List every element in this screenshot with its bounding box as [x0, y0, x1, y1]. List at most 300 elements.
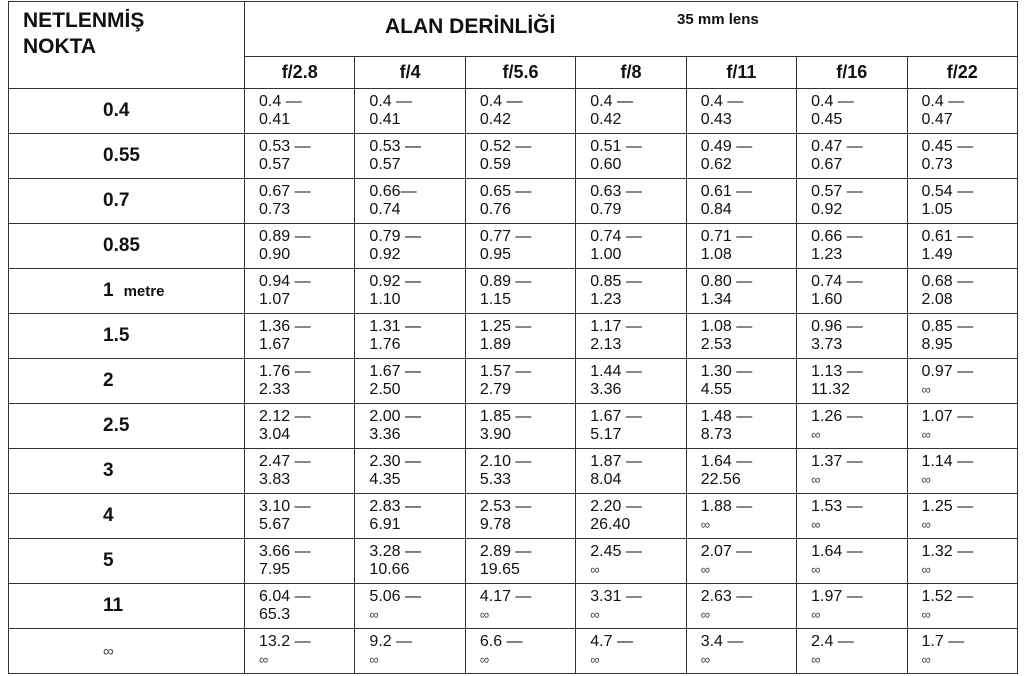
aperture-header: f/2.8: [245, 57, 355, 89]
depth-range-cell: [797, 179, 907, 224]
near-limit: 0.66 —: [811, 228, 863, 245]
near-limit: 2.12 —: [259, 408, 311, 425]
far-limit: ∞: [811, 427, 821, 442]
depth-range-cell: [797, 314, 907, 359]
far-limit: 8.95: [921, 336, 953, 353]
depth-range-cell: [465, 584, 575, 629]
near-limit: 1.48 —: [700, 408, 753, 425]
depth-range-cell: [686, 539, 796, 584]
depth-range-cell: [907, 134, 1017, 179]
far-limit: 10.66: [369, 561, 410, 578]
far-limit: 1.23: [590, 291, 622, 308]
near-limit: 0.74 —: [590, 228, 642, 245]
far-limit: 4.55: [700, 381, 732, 398]
near-limit: 3.4 —: [700, 633, 744, 650]
near-limit: 1.64 —: [811, 543, 863, 560]
aperture-header: f/22: [907, 57, 1017, 89]
far-limit: 4.35: [369, 471, 401, 488]
far-limit: 0.42: [590, 111, 622, 128]
table-row: [9, 89, 1018, 134]
far-limit: 0.90: [259, 246, 291, 263]
far-limit: 0.42: [479, 111, 511, 128]
focus-distance-value: 5: [103, 550, 114, 571]
near-limit: 0.4 —: [479, 93, 523, 110]
depth-range-cell: [797, 494, 907, 539]
near-limit: 2.53 —: [479, 498, 532, 515]
near-limit: 0.54 —: [921, 183, 974, 200]
depth-range-cell: [355, 89, 465, 134]
near-limit: 0.74 —: [811, 273, 863, 290]
near-limit: 0.63 —: [590, 183, 642, 200]
far-limit: 1.67: [259, 336, 291, 353]
depth-range-cell: [576, 179, 686, 224]
depth-range-cell: [245, 89, 355, 134]
near-limit: 3.66 —: [259, 543, 311, 560]
far-limit: 3.36: [590, 381, 622, 398]
depth-range-cell: [465, 269, 575, 314]
far-limit: 0.45: [811, 111, 843, 128]
far-limit: 1.00: [590, 246, 622, 263]
focus-distance-cell: [9, 269, 245, 314]
depth-range-cell: [907, 539, 1017, 584]
focus-distance-value: 0.4: [103, 100, 130, 121]
near-limit: 2.4 —: [811, 633, 854, 650]
depth-range-cell: [245, 629, 355, 674]
near-limit: 2.30 —: [369, 453, 422, 470]
depth-range-cell: [797, 539, 907, 584]
far-limit: 0.74: [369, 201, 401, 218]
far-limit: 0.60: [590, 156, 622, 173]
near-limit: 0.61 —: [700, 183, 753, 200]
far-limit: 5.33: [479, 471, 511, 488]
far-limit: 0.92: [369, 246, 401, 263]
depth-range-cell: [686, 224, 796, 269]
table-row: [9, 494, 1018, 539]
depth-range-cell: [245, 494, 355, 539]
near-limit: 13.2 —: [259, 633, 311, 650]
near-limit: 1.44 —: [590, 363, 642, 380]
depth-range-cell: [355, 404, 465, 449]
near-limit: 2.89 —: [479, 543, 532, 560]
depth-range-cell: [576, 449, 686, 494]
near-limit: 0.94 —: [259, 273, 311, 290]
far-limit: ∞: [700, 607, 710, 622]
depth-range-cell: [686, 314, 796, 359]
depth-range-cell: [576, 629, 686, 674]
depth-range-cell: [465, 449, 575, 494]
depth-range-cell: [245, 269, 355, 314]
depth-range-cell: [245, 359, 355, 404]
depth-range-cell: [686, 134, 796, 179]
near-limit: 1.17 —: [590, 318, 642, 335]
far-limit: 0.57: [369, 156, 401, 173]
focus-distance-value: 0.85: [103, 235, 140, 256]
depth-range-cell: [686, 179, 796, 224]
depth-range-cell: [907, 629, 1017, 674]
depth-range-cell: [576, 539, 686, 584]
far-limit: 7.95: [259, 561, 291, 578]
far-limit: ∞: [921, 382, 931, 397]
table-row: [9, 224, 1018, 269]
far-limit: 0.84: [700, 201, 732, 218]
table-row: [9, 539, 1018, 584]
far-limit: 1.49: [921, 246, 953, 263]
far-limit: 2.33: [259, 381, 291, 398]
far-limit: ∞: [700, 652, 710, 667]
near-limit: 0.80 —: [700, 273, 753, 290]
depth-range-cell: [907, 179, 1017, 224]
near-limit: 1.53 —: [811, 498, 863, 515]
depth-range-cell: [797, 89, 907, 134]
near-limit: 0.53 —: [259, 138, 311, 155]
near-limit: 6.6 —: [479, 633, 523, 650]
far-limit: 0.76: [479, 201, 511, 218]
far-limit: ∞: [811, 517, 821, 532]
far-limit: ∞: [700, 562, 710, 577]
near-limit: 0.77 —: [479, 228, 532, 245]
far-limit: 19.65: [479, 561, 520, 578]
far-limit: 2.08: [921, 291, 953, 308]
focus-distance-value: 1.5: [103, 325, 130, 346]
depth-range-cell: [686, 89, 796, 134]
depth-range-cell: [797, 269, 907, 314]
focus-distance-value: 1: [103, 280, 114, 301]
far-limit: ∞: [811, 607, 821, 622]
depth-range-cell: [907, 404, 1017, 449]
table-row: [9, 584, 1018, 629]
far-limit: ∞: [811, 652, 821, 667]
depth-range-cell: [907, 314, 1017, 359]
focus-distance-cell: [9, 224, 245, 269]
depth-range-cell: [465, 404, 575, 449]
near-limit: 1.7 —: [921, 633, 965, 650]
far-limit: 3.83: [259, 471, 291, 488]
near-limit: 0.4 —: [259, 93, 302, 110]
depth-range-cell: [907, 269, 1017, 314]
far-limit: ∞: [369, 607, 379, 622]
near-limit: 2.47 —: [259, 453, 311, 470]
depth-range-cell: [907, 449, 1017, 494]
table-row: [9, 629, 1018, 674]
near-limit: 3.31 —: [590, 588, 642, 605]
far-limit: ∞: [921, 472, 931, 487]
depth-range-cell: [355, 224, 465, 269]
far-limit: 0.59: [479, 156, 511, 173]
far-limit: 2.50: [369, 381, 401, 398]
focus-distance-value: 11: [103, 595, 124, 616]
far-limit: 0.47: [921, 111, 953, 128]
depth-range-cell: [355, 179, 465, 224]
near-limit: 1.07 —: [921, 408, 974, 425]
near-limit: 0.89 —: [259, 228, 311, 245]
near-limit: 0.96 —: [811, 318, 863, 335]
far-limit: ∞: [921, 427, 931, 442]
far-limit: 1.05: [921, 201, 953, 218]
near-limit: 0.79 —: [369, 228, 422, 245]
depth-range-cell: [797, 584, 907, 629]
far-limit: 0.57: [259, 156, 291, 173]
far-limit: 5.17: [590, 426, 622, 443]
depth-range-cell: [465, 539, 575, 584]
near-limit: 0.66—: [369, 183, 417, 200]
far-limit: 22.56: [700, 471, 741, 488]
focus-distance-value: 2: [103, 370, 114, 391]
depth-range-cell: [907, 359, 1017, 404]
depth-range-cell: [576, 404, 686, 449]
depth-range-cell: [465, 314, 575, 359]
near-limit: 0.85 —: [921, 318, 974, 335]
near-limit: 0.92 —: [369, 273, 422, 290]
near-limit: 1.67 —: [369, 363, 422, 380]
depth-range-cell: [686, 449, 796, 494]
table-row: [9, 359, 1018, 404]
depth-range-cell: [576, 359, 686, 404]
table-row: [9, 314, 1018, 359]
far-limit: ∞: [479, 652, 490, 667]
depth-range-cell: [465, 494, 575, 539]
near-limit: 0.67 —: [259, 183, 311, 200]
far-limit: ∞: [590, 562, 600, 577]
depth-range-cell: [576, 134, 686, 179]
depth-range-cell: [355, 584, 465, 629]
near-limit: 1.64 —: [700, 453, 753, 470]
near-limit: 1.97 —: [811, 588, 863, 605]
depth-range-cell: [907, 89, 1017, 134]
table-row: [9, 179, 1018, 224]
far-limit: ∞: [259, 652, 269, 667]
focus-point-header: [9, 2, 245, 89]
far-limit: 3.04: [259, 426, 291, 443]
far-limit: 0.79: [590, 201, 622, 218]
far-limit: 1.89: [479, 336, 511, 353]
near-limit: 1.26 —: [811, 408, 863, 425]
aperture-header: f/11: [686, 57, 796, 89]
depth-range-cell: [355, 539, 465, 584]
depth-range-cell: [355, 629, 465, 674]
far-limit: 0.41: [259, 111, 291, 128]
near-limit: 1.31 —: [369, 318, 422, 335]
near-limit: 2.00 —: [369, 408, 422, 425]
near-limit: 0.45 —: [921, 138, 974, 155]
near-limit: 1.37 —: [811, 453, 863, 470]
focus-distance-cell: [9, 629, 245, 674]
near-limit: 5.06 —: [369, 588, 422, 605]
depth-range-cell: [465, 224, 575, 269]
depth-range-cell: [576, 224, 686, 269]
near-limit: 1.25 —: [479, 318, 532, 335]
near-limit: 9.2 —: [369, 633, 413, 650]
depth-range-cell: [355, 269, 465, 314]
depth-range-cell: [355, 134, 465, 179]
depth-range-cell: [797, 404, 907, 449]
near-limit: 0.65 —: [479, 183, 532, 200]
table-body: [9, 89, 1018, 674]
far-limit: 2.79: [479, 381, 511, 398]
depth-range-cell: [576, 494, 686, 539]
depth-range-cell: [907, 584, 1017, 629]
near-limit: 6.04 —: [259, 588, 311, 605]
depth-range-cell: [576, 89, 686, 134]
far-limit: 9.78: [479, 516, 511, 533]
depth-range-cell: [576, 269, 686, 314]
depth-range-cell: [465, 134, 575, 179]
far-limit: 0.62: [700, 156, 732, 173]
depth-range-cell: [355, 494, 465, 539]
depth-range-cell: [355, 359, 465, 404]
far-limit: ∞: [811, 472, 821, 487]
focus-distance-cell: [9, 89, 245, 134]
depth-range-cell: [245, 404, 355, 449]
near-limit: 1.57 —: [479, 363, 532, 380]
near-limit: 1.36 —: [259, 318, 311, 335]
far-limit: 3.36: [369, 426, 401, 443]
far-limit: 8.73: [700, 426, 732, 443]
far-limit: ∞: [921, 652, 931, 667]
lens-label: 35 mm lens: [677, 11, 759, 28]
near-limit: 1.88 —: [700, 498, 753, 515]
far-limit: ∞: [590, 607, 600, 622]
focus-point-header-line2: NOKTA: [23, 35, 97, 58]
depth-range-cell: [355, 449, 465, 494]
far-limit: 1.15: [479, 291, 511, 308]
far-limit: ∞: [921, 607, 931, 622]
far-limit: 0.92: [811, 201, 843, 218]
near-limit: 1.32 —: [921, 543, 974, 560]
focus-distance-unit: metre: [123, 283, 165, 300]
aperture-header: f/16: [797, 57, 907, 89]
depth-range-cell: [907, 494, 1017, 539]
near-limit: 2.63 —: [700, 588, 753, 605]
focus-distance-cell: [9, 359, 245, 404]
far-limit: 0.73: [921, 156, 953, 173]
aperture-header: f/5.6: [465, 57, 575, 89]
depth-range-cell: [465, 89, 575, 134]
near-limit: 0.71 —: [700, 228, 753, 245]
depth-range-cell: [245, 584, 355, 629]
depth-range-cell: [686, 629, 796, 674]
depth-range-cell: [576, 314, 686, 359]
far-limit: ∞: [921, 517, 931, 532]
far-limit: 3.90: [479, 426, 511, 443]
near-limit: 0.4 —: [590, 93, 633, 110]
far-limit: 2.13: [590, 336, 622, 353]
near-limit: 1.67 —: [590, 408, 642, 425]
depth-range-cell: [355, 314, 465, 359]
focus-distance-value: 0.7: [103, 190, 130, 211]
near-limit: 0.47 —: [811, 138, 863, 155]
near-limit: 1.85 —: [479, 408, 532, 425]
depth-range-cell: [907, 224, 1017, 269]
near-limit: 4.17 —: [479, 588, 532, 605]
focus-distance-cell: [9, 539, 245, 584]
far-limit: ∞: [369, 652, 379, 667]
far-limit: ∞: [590, 652, 600, 667]
depth-range-cell: [686, 584, 796, 629]
depth-range-cell: [797, 359, 907, 404]
far-limit: 0.95: [479, 246, 511, 263]
near-limit: 3.10 —: [259, 498, 311, 515]
focus-distance-value: 2.5: [103, 415, 130, 436]
focus-distance-value: ∞: [103, 643, 114, 660]
focus-distance-cell: [9, 134, 245, 179]
depth-range-cell: [245, 539, 355, 584]
near-limit: 3.28 —: [369, 543, 422, 560]
depth-range-cell: [245, 134, 355, 179]
near-limit: 1.30 —: [700, 363, 753, 380]
depth-range-cell: [245, 314, 355, 359]
near-limit: 0.4 —: [369, 93, 413, 110]
focus-distance-cell: [9, 584, 245, 629]
depth-range-cell: [686, 359, 796, 404]
table-row: [9, 404, 1018, 449]
far-limit: 0.73: [259, 201, 291, 218]
depth-range-cell: [465, 359, 575, 404]
focus-distance-cell: [9, 179, 245, 224]
focus-distance-cell: [9, 494, 245, 539]
depth-range-cell: [797, 134, 907, 179]
depth-range-cell: [797, 629, 907, 674]
near-limit: 4.7 —: [590, 633, 633, 650]
near-limit: 1.13 —: [811, 363, 863, 380]
near-limit: 0.49 —: [700, 138, 753, 155]
near-limit: 0.52 —: [479, 138, 532, 155]
depth-range-cell: [465, 629, 575, 674]
depth-range-cell: [245, 179, 355, 224]
depth-range-cell: [686, 494, 796, 539]
far-limit: 6.91: [369, 516, 401, 533]
focus-distance-cell: [9, 404, 245, 449]
depth-range-cell: [797, 224, 907, 269]
near-limit: 0.61 —: [921, 228, 974, 245]
focus-distance-value: 0.55: [103, 145, 140, 166]
far-limit: 65.3: [259, 606, 291, 623]
far-limit: 11.32: [811, 381, 850, 398]
near-limit: 0.57 —: [811, 183, 863, 200]
far-limit: 1.08: [700, 246, 732, 263]
near-limit: 2.83 —: [369, 498, 422, 515]
depth-of-field-table: [8, 1, 1018, 674]
near-limit: 0.4 —: [921, 93, 965, 110]
far-limit: 1.34: [700, 291, 732, 308]
depth-range-cell: [686, 269, 796, 314]
near-limit: 2.20 —: [590, 498, 642, 515]
far-limit: ∞: [921, 562, 931, 577]
near-limit: 2.07 —: [700, 543, 753, 560]
far-limit: 1.10: [369, 291, 401, 308]
depth-range-cell: [686, 404, 796, 449]
table-row: [9, 449, 1018, 494]
far-limit: 5.67: [259, 516, 291, 533]
far-limit: 1.76: [369, 336, 401, 353]
far-limit: 0.43: [700, 111, 732, 128]
far-limit: 3.73: [811, 336, 843, 353]
far-limit: 1.23: [811, 246, 843, 263]
table-row: [9, 134, 1018, 179]
near-limit: 0.53 —: [369, 138, 422, 155]
near-limit: 0.4 —: [811, 93, 854, 110]
near-limit: 1.14 —: [921, 453, 974, 470]
table-title-cell: [245, 2, 1018, 57]
near-limit: 0.51 —: [590, 138, 642, 155]
far-limit: ∞: [700, 517, 710, 532]
near-limit: 1.08 —: [700, 318, 753, 335]
near-limit: 1.87 —: [590, 453, 642, 470]
far-limit: ∞: [479, 607, 490, 622]
aperture-header: f/8: [576, 57, 686, 89]
depth-range-cell: [245, 224, 355, 269]
far-limit: 0.41: [369, 111, 401, 128]
focus-distance-cell: [9, 449, 245, 494]
